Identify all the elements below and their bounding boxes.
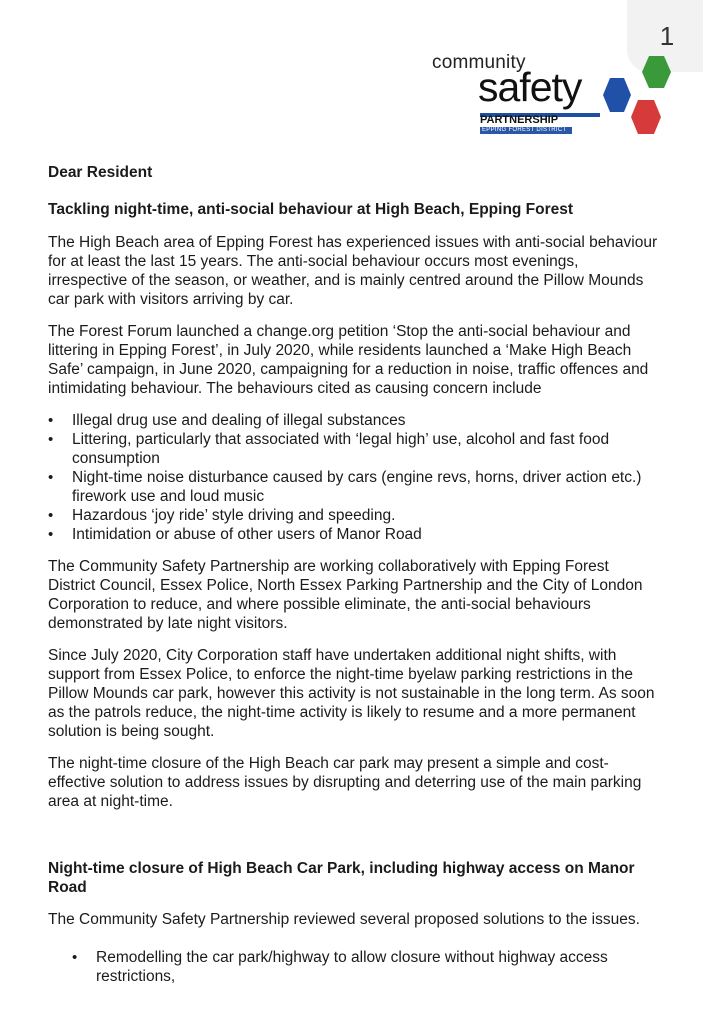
logo-text-partnership: PARTNERSHIP [480, 114, 559, 126]
petition-text-3: , in June 2020, campaigning for a reduction in noise, traffic offences and intimidating behaviour. The behaviours cited as causing concern include [48, 361, 649, 397]
green-hexagon [642, 56, 671, 88]
logo-text-community: community [432, 52, 526, 73]
paragraph-closure: The night-time closure of the High Beach car park may present a simple and cost-effective solution to address issues by disrupting and deterring use of the main parking area at night-time. [48, 755, 642, 810]
hexagon-cluster-icon [586, 52, 671, 142]
campaign-title: launched a ‘Make High Beach Safe’ campaign [48, 342, 632, 378]
section-heading-tackling: Tackling night-time, anti-social behaviour at High Beach, Epping Forest [48, 201, 574, 218]
list-item: • Remodelling the car park/highway to allow closure without highway access restrictions, [48, 948, 658, 986]
paragraph-background: The High Beach area of Epping Forest has experienced issues with anti-social behaviour for at least the last 15 years. The anti-social behaviour occurs most evenings, irrespective of the season, or weather, and is mainly centred around the Pillow Mounds car park with visitors arriving by car. [48, 234, 658, 308]
logo-text-safety: safety [478, 64, 582, 110]
petition-title: Stop the anti-social behaviour and littering in Epping Forest [48, 323, 631, 359]
paragraph-petition [48, 322, 658, 398]
petition-text-2: ’, in July 2020, while residents [215, 342, 426, 359]
solutions-list [48, 948, 658, 986]
section-heading-closure: Night-time closure of High Beach Car Park, including highway access on Manor Road [48, 860, 635, 896]
list-item: • Illegal drug use and dealing of illegal substances [48, 411, 658, 430]
community-safety-partnership-logo [428, 50, 673, 145]
paragraph-solutions: The Community Safety Partnership reviewed several proposed solutions to the issues. [48, 911, 640, 928]
list-item: • Hazardous ‘joy ride’ style driving and speeding. [48, 506, 658, 525]
paragraph-partnership: The Community Safety Partnership are working collaboratively with Epping Forest District Council, Essex Police, North Essex Parking Partnership and the City of London Corporation to reduce, and where possible eliminate, the anti-social behaviours demonstrated by late night visitors. [48, 558, 643, 632]
blue-hexagon [603, 78, 631, 112]
list-item: • Littering, particularly that associated with ‘legal high’ use, alcohol and fast food consumption [48, 430, 658, 468]
list-item: • Intimidation or abuse of other users of Manor Road [48, 525, 658, 544]
petition-text-1: The Forest Forum launched a change.org petition ‘ [48, 323, 397, 340]
paragraph-night-shifts: Since July 2020, City Corporation staff have undertaken additional night shifts, with support from Essex Police, to enforce the night-time byelaw parking restrictions in the Pillow Mounds car park, however this activity is not sustainable in the long term. As soon as the patrols reduce, the night-time activity is likely to resume and a more permanent solution is being sought. [48, 647, 655, 740]
letter-body [48, 160, 658, 986]
page-number-badge: 1 [627, 0, 703, 72]
salutation: Dear Resident [48, 164, 153, 181]
red-hexagon [631, 100, 661, 134]
logo-text-district: EPPING FOREST DISTRICT [482, 127, 567, 133]
concerns-list [48, 411, 658, 544]
list-item: • Night-time noise disturbance caused by cars (engine revs, horns, driver action etc.) firework use and loud music [48, 468, 658, 506]
